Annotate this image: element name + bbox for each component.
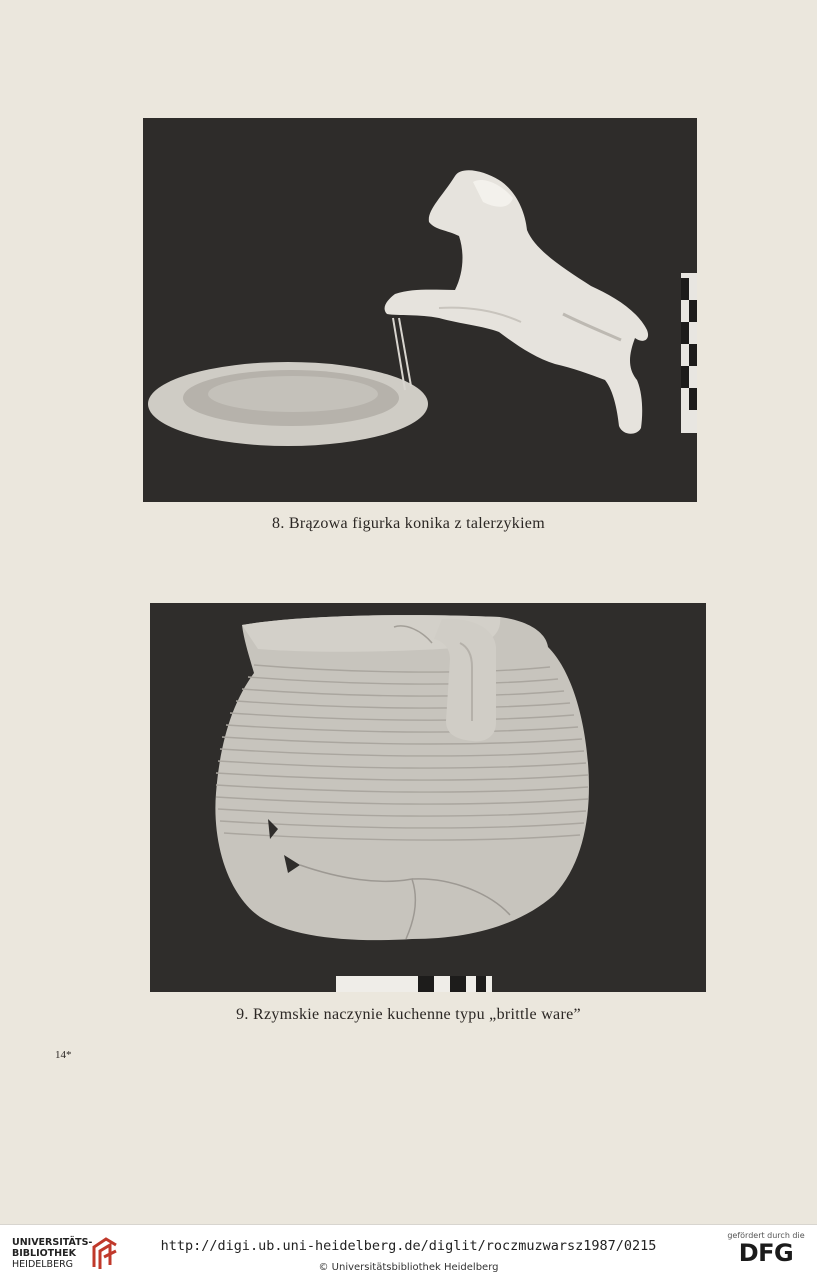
- library-name-line2: BIBLIOTHEK: [12, 1248, 76, 1259]
- funded-by-label: gefördert durch die: [727, 1231, 805, 1240]
- dfg-logo-text: DFG: [738, 1239, 794, 1267]
- brittle-ware-vessel-image: [150, 603, 706, 992]
- figure-9-caption: 9. Rzymskie naczynie kuchenne typu „brittle ware”: [236, 1006, 581, 1023]
- figure-9-photo: [150, 603, 706, 992]
- library-name-line1: UNIVERSITÄTS-: [12, 1237, 93, 1248]
- figure-8-photo: [143, 118, 697, 502]
- page-number: 14*: [55, 1049, 72, 1061]
- library-name-line3: HEIDELBERG: [12, 1259, 74, 1270]
- dfg-funding-logo[interactable]: [724, 1231, 808, 1266]
- copyright-notice: © Universitätsbibliothek Heidelberg: [318, 1262, 499, 1273]
- horse-figurine-image: [143, 118, 697, 502]
- footer-bar: [0, 1224, 817, 1284]
- document-url-link[interactable]: http://digi.ub.uni-heidelberg.de/diglit/roczmuzwarsz1987/0215: [160, 1238, 657, 1254]
- figure-8-caption: 8. Brązowa figurka konika z talerzykiem: [272, 515, 545, 532]
